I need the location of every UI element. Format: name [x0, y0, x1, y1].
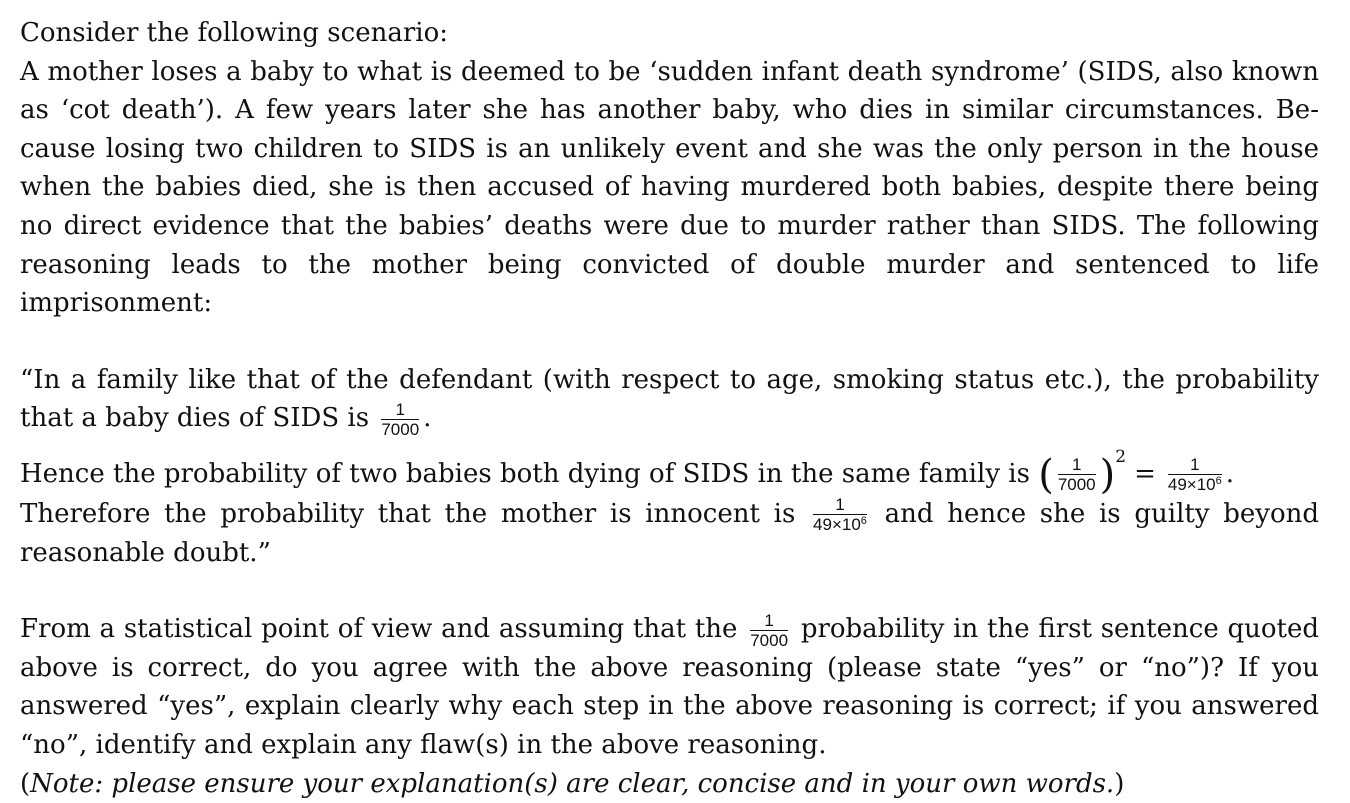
quote-line-conclusion [20, 495, 1319, 572]
fraction-numerator: 1 [1058, 456, 1096, 475]
question-paragraph [20, 610, 1319, 764]
denominator-exponent: 6 [1216, 475, 1222, 487]
scenario-paragraph: A mother loses a baby to what is deemed to be ‘sudden infant death syndrome’ (SIDS, also known as ‘cot death’). A few years later she has another baby, who dies in similar circumstances. Because losing two children to SIDS is an unlikely event and she was the only person in the house when the babies died, she is then accused of having murdered both babies, despite there being no direct evidence that the babies’ deaths were due to murder rather than SIDS. The following reasoning leads to the mother being convicted of double murder and sentenced to life imprisonment: [20, 53, 1319, 323]
quote-text-2: Hence the probability of two babies both dying of SIDS in the same family is [20, 459, 1030, 489]
note-open-paren: ( [20, 769, 30, 799]
fraction-denominator: 7000 [381, 420, 419, 438]
fraction-denominator [813, 515, 867, 533]
note-text: Note: please ensure your explanation(s) are clear, concise and in your own words. [30, 769, 1114, 799]
fraction-denominator: 7000 [1058, 475, 1096, 493]
quote-text-3b: and hence she is guilty beyond reasonable doubt.” [20, 499, 1319, 568]
paragraph-gap [20, 323, 1319, 361]
intro-heading: Consider the following scenario: [20, 14, 1319, 53]
fraction-one-over-7000 [750, 612, 788, 649]
quote-text-3a: Therefore the probability that the mother is innocent is [20, 499, 795, 529]
question-text-a: From a statistical point of view and assuming that the [20, 614, 737, 644]
question-text-b: probability in the first sentence quoted above is correct, do you agree with the above reasoning (please state “yes” or “no”)? If you answered “yes”, explain clearly why each step in the above reasoning is correct; if you answered “no”, identify and explain any flaw(s) in the above reasoning. [20, 614, 1319, 760]
fraction-innocence [813, 496, 867, 533]
fraction-numerator: 1 [813, 496, 867, 515]
quote-line-sids-probability [20, 361, 1319, 438]
paragraph-gap [20, 572, 1319, 610]
fraction-numerator: 1 [750, 612, 788, 631]
quote-text-1: “In a family like that of the defendant (with respect to age, smoking status etc.), the probability that a baby dies of SIDS is [20, 365, 1319, 434]
denominator-exponent: 6 [861, 515, 867, 527]
fraction-denominator [1168, 475, 1222, 493]
fraction-numerator: 1 [1168, 456, 1222, 475]
period: . [1226, 459, 1234, 489]
fraction-result [1168, 456, 1222, 493]
fraction-one-over-7000 [381, 401, 419, 438]
note-close-paren: ) [1114, 769, 1124, 799]
denominator-base: 49×10 [1168, 475, 1216, 494]
equals-sign: = [1134, 459, 1156, 489]
right-paren: ) [1100, 455, 1116, 495]
document-page [20, 14, 1319, 803]
denominator-base: 49×10 [813, 515, 861, 534]
left-paren: ( [1038, 455, 1054, 495]
exponent: 2 [1115, 447, 1126, 467]
fraction-one-over-7000-squared [1058, 456, 1096, 493]
fraction-denominator: 7000 [750, 631, 788, 649]
note-line [20, 765, 1319, 803]
fraction-numerator: 1 [381, 401, 419, 420]
period: . [423, 403, 431, 433]
quote-line-two-babies [20, 438, 1319, 495]
